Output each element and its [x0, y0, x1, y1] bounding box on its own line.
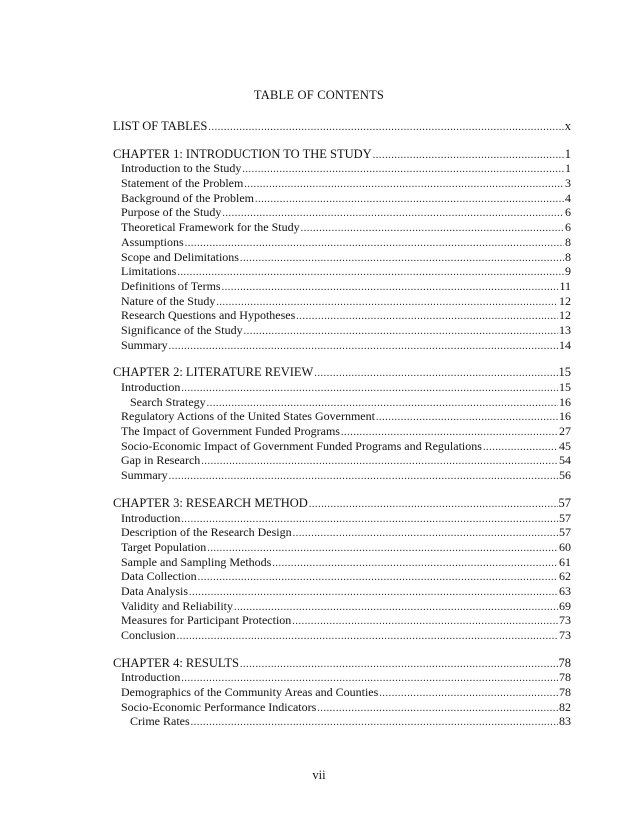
toc-entry: Statement of the Problem ..... 3 — [113, 176, 571, 191]
toc-entry: Demographics of the Community Areas and Counties ..... 78 — [113, 685, 571, 700]
toc-entry: Validity and Reliability ..... 69 — [113, 599, 571, 614]
toc-entry: Assumptions ..... 8 — [113, 235, 571, 250]
toc-entry: Regulatory Actions of the United States Government ..... 16 — [113, 409, 571, 424]
chapter-page: 78 — [558, 655, 571, 670]
toc-entry: Scope and Delimitations ..... 8 — [113, 250, 571, 265]
toc-entry-title: LIST OF TABLES — [113, 119, 208, 133]
toc-entry: Data Analysis ..... 63 — [113, 584, 571, 599]
toc-entry: Sample and Sampling Methods ..... 61 — [113, 555, 571, 570]
toc-entry-page: x — [564, 119, 571, 133]
toc-entry: Purpose of the Study ..... 6 — [113, 205, 571, 220]
toc-subentry: Search Strategy ..... 16 — [113, 395, 571, 410]
toc-entry-list-of-tables — [113, 119, 571, 134]
toc-entry: Socio-Economic Impact of Government Funded Programs and Regulations ..... 45 — [113, 439, 571, 454]
toc-entry: The Impact of Government Funded Programs ..... 27 — [113, 424, 571, 439]
chapter-title: CHAPTER 4: RESULTS — [113, 655, 239, 670]
chapter-title: CHAPTER 2: LITERATURE REVIEW — [113, 365, 314, 380]
chapter-title: CHAPTER 3: RESEARCH METHOD — [113, 495, 308, 510]
toc-entry: Theoretical Framework for the Study ..... 6 — [113, 220, 571, 235]
toc-chapter-3 — [113, 496, 571, 511]
page-title: TABLE OF CONTENTS — [253, 88, 385, 102]
toc-chapter-1 — [113, 147, 571, 162]
toc-entry: Target Population ..... 60 — [113, 540, 571, 555]
chapter-title: CHAPTER 1: INTRODUCTION TO THE STUDY — [113, 146, 372, 161]
toc-entry: Summary ..... 14 — [113, 338, 571, 353]
toc-entry: Introduction to the Study ..... 1 — [113, 161, 571, 176]
toc-entry: Summary ..... 56 — [113, 468, 571, 483]
toc-entry: Introduction ..... 57 — [113, 511, 571, 526]
toc-entry: Definitions of Terms ..... 11 — [113, 279, 571, 294]
toc-entry: Research Questions and Hypotheses ..... 12 — [113, 308, 571, 323]
toc-entry: Data Collection ..... 62 — [113, 569, 571, 584]
toc-entry: Significance of the Study ..... 13 — [113, 323, 571, 338]
toc-entry: Limitations ..... 9 — [113, 264, 571, 279]
toc-entry: Nature of the Study ..... 12 — [113, 294, 571, 309]
chapter-page: 15 — [558, 365, 571, 380]
toc-subentry: Crime Rates ..... 83 — [113, 714, 571, 729]
chapter-page: 1 — [564, 146, 571, 161]
toc-entry: Introduction ..... 15 — [113, 380, 571, 395]
toc-entry: Description of the Research Design ..... 57 — [113, 525, 571, 540]
toc-entry: Gap in Research ..... 54 — [113, 453, 571, 468]
toc-entry: Conclusion ..... 73 — [113, 628, 571, 643]
toc-entry: Measures for Participant Protection ..... 73 — [113, 613, 571, 628]
toc-chapter-4 — [113, 656, 571, 671]
toc-entry: Socio-Economic Performance Indicators ..... 82 — [113, 700, 571, 715]
page-number: vii — [312, 768, 326, 782]
toc-chapter-2 — [113, 365, 571, 380]
toc-entry: Background of the Problem ..... 4 — [113, 191, 571, 206]
chapter-page: 57 — [558, 495, 571, 510]
toc-entry: Introduction ..... 78 — [113, 670, 571, 685]
table-of-contents — [113, 119, 571, 729]
